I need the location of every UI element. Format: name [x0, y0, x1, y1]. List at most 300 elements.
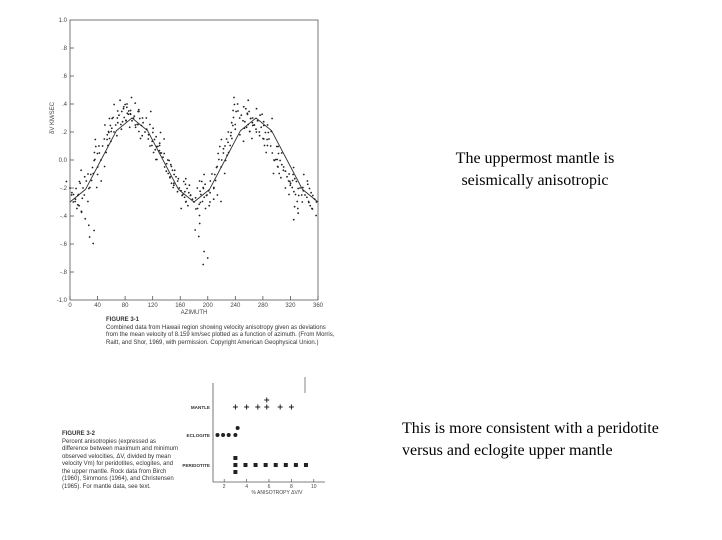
observations-point	[172, 169, 174, 171]
observations-point	[211, 173, 213, 175]
figure-3-2-caption	[62, 431, 178, 491]
scatter-cloud-point	[199, 215, 201, 217]
observations-point	[90, 174, 92, 176]
scatter-cloud-point	[285, 187, 287, 189]
observations-point	[293, 191, 295, 193]
observations-point	[155, 136, 157, 138]
outliers-point	[297, 212, 299, 214]
outliers-point	[199, 223, 201, 225]
scatter-cloud-point	[160, 152, 162, 154]
scatter-cloud-point	[129, 126, 131, 128]
outliers-point	[89, 236, 91, 238]
observations-point	[310, 192, 312, 194]
observations-point	[234, 104, 236, 106]
figure-3-1-label: FIGURE 3-1	[106, 317, 140, 323]
observations-point	[94, 159, 96, 161]
conclusion-line-2: versus and eclogite upper mantle	[402, 442, 613, 459]
observations-point	[151, 145, 153, 147]
scatter-cloud-point	[292, 180, 294, 182]
observations-point	[149, 145, 151, 147]
observations-point	[126, 106, 128, 108]
observations-point	[146, 128, 148, 130]
observations-point	[231, 138, 233, 140]
y-tick-label: .6	[61, 74, 67, 80]
scatter-cloud-point	[110, 140, 112, 142]
scatter-cloud-point	[155, 159, 157, 161]
scatter-cloud-point	[199, 180, 201, 182]
observations-point	[166, 163, 168, 165]
scatter-cloud-point	[259, 114, 261, 116]
outliers-point	[88, 224, 90, 226]
x-tick-label: 0	[68, 303, 72, 309]
category-label-mantle: MANTLE	[190, 405, 210, 410]
scatter-cloud-point	[185, 201, 187, 203]
observations-point	[237, 110, 239, 112]
observations-point	[278, 153, 280, 155]
scatter-cloud-point	[160, 132, 162, 134]
observations-point	[92, 167, 94, 169]
x-tick-label: 120	[147, 303, 158, 309]
observations-point	[80, 169, 82, 171]
observations-point	[172, 187, 174, 189]
scatter-cloud-point	[303, 174, 305, 176]
observations-point	[265, 132, 267, 134]
scatter-cloud-point	[277, 166, 279, 168]
outliers-point	[81, 211, 83, 213]
scatter-cloud-point	[169, 176, 171, 178]
observations-point	[296, 181, 298, 183]
scatter-cloud-point	[117, 122, 119, 124]
scatter-cloud-point	[267, 132, 269, 134]
scatter-cloud-point	[173, 182, 175, 184]
observations-point	[258, 131, 260, 133]
scatter-cloud-point	[209, 192, 211, 194]
scatter-cloud-point	[130, 113, 132, 115]
observations-point	[85, 180, 87, 182]
scatter-cloud-point	[301, 201, 303, 203]
x-tick-label: 40	[94, 303, 101, 309]
scatter-cloud-point	[81, 197, 83, 199]
outliers-point	[92, 243, 94, 245]
scatter-cloud-point	[184, 191, 186, 193]
observations-point	[197, 208, 199, 210]
observations-point	[200, 194, 202, 196]
observations-point	[79, 182, 81, 184]
observations-point	[128, 110, 130, 112]
scatter-cloud-point	[163, 138, 165, 140]
observations-point	[135, 126, 137, 128]
observations-point	[147, 138, 149, 140]
peridotite-marker	[233, 470, 237, 474]
scatter-cloud-point	[226, 154, 228, 156]
observations-point	[103, 138, 105, 140]
observations-point	[247, 124, 249, 126]
peridotite-marker	[294, 463, 298, 467]
scatter-cloud-point	[97, 174, 99, 176]
scatter-cloud-point	[104, 124, 106, 126]
observations-point	[122, 121, 124, 123]
outliers-point	[84, 218, 86, 220]
scatter-cloud-point	[116, 135, 118, 137]
mantle-marker	[264, 398, 269, 403]
y-tick-label: 0.0	[58, 158, 67, 164]
y-tick-label: -.6	[59, 242, 67, 248]
observations-point	[224, 145, 226, 147]
x-tick-label: 160	[175, 303, 186, 309]
observations-point	[84, 176, 86, 178]
scatter-cloud-point	[126, 112, 128, 114]
observations-point	[170, 164, 172, 166]
observations-point	[118, 114, 120, 116]
scatter-cloud-point	[237, 103, 239, 105]
observations-point	[255, 128, 257, 130]
x-tick-label: 320	[285, 303, 296, 309]
scatter-cloud-point	[167, 159, 169, 161]
peridotite-marker	[284, 463, 288, 467]
scatter-cloud-point	[202, 187, 204, 189]
scatter-cloud-point	[297, 208, 299, 210]
observations-point	[296, 201, 298, 203]
observations-point	[264, 145, 266, 147]
observations-point	[97, 166, 99, 168]
observations-point	[105, 152, 107, 154]
observations-point	[95, 146, 97, 148]
scatter-cloud-point	[315, 215, 317, 217]
observations-point	[201, 181, 203, 183]
peridotite-marker	[274, 463, 278, 467]
scatter-cloud-point	[119, 99, 121, 101]
observations-point	[133, 117, 135, 119]
observations-point	[259, 135, 261, 137]
scatter-cloud-point	[249, 131, 251, 133]
observations-point	[71, 194, 73, 196]
observations-point	[69, 187, 71, 189]
scatter-cloud-point	[200, 202, 202, 204]
observations-point	[223, 152, 225, 154]
observations-point	[152, 132, 154, 134]
x-tick-label: 8	[290, 484, 293, 490]
scatter-cloud-point	[246, 112, 248, 114]
scatter-cloud-point	[87, 201, 89, 203]
scatter-cloud-point	[225, 160, 227, 162]
scatter-cloud-point	[220, 201, 222, 203]
y-tick-label: -.2	[59, 186, 67, 192]
figure-3-2-text: Percent anisotropies (expressed as difference between maximum and minimum observed velocities, ΔV, divided by mean velocity Vm) for peridotites, eclogites, and the upper mantle. Rock data from Birch (1960), Simmons (1964), and Christensen (1965). For mantle data, see text.	[62, 438, 178, 490]
peridotite-marker	[254, 463, 258, 467]
scatter-cloud-point	[243, 140, 245, 142]
eclogite-marker	[221, 433, 225, 437]
observations-point	[271, 152, 273, 154]
mantle-marker	[255, 405, 260, 410]
observations-point	[138, 131, 140, 133]
observations-point	[286, 176, 288, 178]
observations-point	[87, 173, 89, 175]
observations-point	[134, 124, 136, 126]
observations-point	[263, 125, 265, 127]
scatter-cloud-point	[71, 192, 73, 194]
scatter-cloud-point	[88, 188, 90, 190]
observations-point	[221, 139, 223, 141]
scatter-cloud-point	[109, 118, 111, 120]
observations-point	[113, 131, 115, 133]
outliers-point	[93, 230, 95, 232]
scatter-cloud-point	[247, 99, 249, 101]
observations-point	[198, 203, 200, 205]
scatter-cloud-point	[189, 184, 191, 186]
scatter-cloud-point	[123, 106, 125, 108]
scatter-cloud-point	[252, 125, 254, 127]
x-tick-label: 240	[230, 303, 241, 309]
observations-point	[295, 194, 297, 196]
scatter-cloud-point	[181, 195, 183, 197]
rock-anisotropy-chart	[180, 375, 340, 500]
observations-point	[66, 181, 68, 183]
observations-point	[306, 196, 308, 198]
observations-point	[184, 196, 186, 198]
scatter-cloud-point	[177, 191, 179, 193]
observations-point	[196, 187, 198, 189]
scatter-cloud-point	[142, 117, 144, 119]
observations-point	[190, 195, 192, 197]
mantle-marker	[289, 405, 294, 410]
scatter-cloud-point	[149, 124, 151, 126]
mantle-marker	[244, 405, 249, 410]
eclogite-marker	[215, 433, 219, 437]
scatter-cloud-point	[156, 146, 158, 148]
figure-3-1-caption	[106, 317, 336, 347]
scatter-cloud-point	[208, 205, 210, 207]
observations-point	[245, 108, 247, 110]
observations-point	[180, 190, 182, 192]
scatter-cloud-point	[267, 145, 269, 147]
scatter-cloud-point	[293, 167, 295, 169]
observations-point	[141, 125, 143, 127]
observations-point	[100, 159, 102, 161]
observations-point	[227, 131, 229, 133]
observations-point	[187, 205, 189, 207]
conclusion-line-1: This is more consistent with a peridotite	[402, 420, 659, 437]
observations-point	[297, 188, 299, 190]
observations-point	[257, 120, 259, 122]
scatter-cloud-point	[289, 181, 291, 183]
observations-point	[242, 120, 244, 122]
scatter-cloud-point	[130, 110, 132, 112]
observations-point	[228, 152, 230, 154]
figure-3-2-label: FIGURE 3-2	[62, 431, 96, 437]
scatter-cloud-point	[206, 195, 208, 197]
observations-point	[76, 208, 78, 210]
mantle-marker	[264, 405, 269, 410]
observations-point	[104, 166, 106, 168]
observations-point	[233, 117, 235, 119]
observations-point	[312, 195, 314, 197]
y-tick-label: .4	[61, 102, 67, 108]
scatter-cloud-point	[267, 124, 269, 126]
scatter-cloud-point	[233, 97, 235, 99]
observations-point	[214, 174, 216, 176]
observations-point	[140, 138, 142, 140]
observations-point	[248, 111, 250, 113]
peridotite-statement	[402, 418, 722, 462]
observations-point	[123, 108, 125, 110]
observations-point	[221, 159, 223, 161]
observations-point	[216, 166, 218, 168]
observations-point	[235, 111, 237, 113]
azimuth-anisotropy-chart	[40, 10, 340, 316]
category-label-eclogite: ECLOGITE	[186, 433, 210, 438]
observations-point	[171, 182, 173, 184]
x-axis-label: AZIMUTH	[180, 310, 208, 316]
observations-point	[314, 198, 316, 200]
observations-point	[192, 198, 194, 200]
outliers-point	[207, 257, 209, 259]
observations-point	[199, 190, 201, 192]
peridotite-marker	[233, 456, 237, 460]
observations-point	[204, 183, 206, 185]
y-top-label: 1.0	[58, 18, 67, 24]
outliers-point	[293, 219, 295, 221]
scatter-cloud-point	[195, 208, 197, 210]
scatter-cloud-point	[312, 208, 314, 210]
observations-point	[252, 122, 254, 124]
observations-point	[153, 152, 155, 154]
mantle-marker	[278, 405, 283, 410]
observations-point	[232, 125, 234, 127]
observations-point	[290, 182, 292, 184]
observations-point	[123, 117, 125, 119]
scatter-cloud-point	[134, 102, 136, 104]
peridotite-marker	[243, 463, 247, 467]
scatter-cloud-point	[111, 127, 113, 129]
scatter-cloud-point	[145, 117, 147, 119]
observations-point	[110, 131, 112, 133]
scatter-cloud-point	[256, 108, 258, 110]
observations-point	[246, 126, 248, 128]
observations-point	[217, 153, 219, 155]
x-tick-label: 80	[121, 303, 129, 309]
scatter-cloud-point	[108, 131, 110, 133]
observations-point	[301, 194, 303, 196]
scatter-cloud-point	[308, 202, 310, 204]
scatter-cloud-point	[256, 131, 258, 133]
observations-point	[195, 197, 197, 199]
observations-point	[141, 135, 143, 137]
scatter-cloud-point	[244, 127, 246, 129]
scatter-cloud-point	[159, 145, 161, 147]
scatter-cloud-point	[307, 180, 309, 182]
observations-point	[299, 187, 301, 189]
scatter-cloud-point	[185, 178, 187, 180]
scatter-cloud-point	[96, 187, 98, 189]
y-tick-label: -.8	[59, 270, 67, 276]
observations-point	[261, 113, 263, 115]
observations-point	[230, 132, 232, 134]
observations-point	[185, 183, 187, 185]
scatter-cloud-point	[150, 111, 152, 113]
scatter-cloud-point	[243, 106, 245, 108]
scatter-cloud-point	[234, 128, 236, 130]
observations-point	[144, 131, 146, 133]
observations-point	[208, 190, 210, 192]
x-axis-label: % ANISOTROPY ΔV/V	[251, 490, 303, 496]
scatter-cloud-point	[288, 194, 290, 196]
observations-point	[309, 205, 311, 207]
observations-point	[289, 184, 291, 186]
observations-point	[265, 152, 267, 154]
observations-point	[74, 201, 76, 203]
observations-point	[292, 174, 294, 176]
scatter-cloud-point	[152, 127, 154, 129]
x-tick-label: 4	[245, 484, 248, 490]
y-bottom-label: -1.0	[56, 298, 67, 304]
scatter-cloud-point	[98, 145, 100, 147]
observations-point	[240, 114, 242, 116]
observations-point	[229, 145, 231, 147]
scatter-cloud-point	[209, 201, 211, 203]
observations-point	[159, 142, 161, 144]
observations-point	[193, 201, 195, 203]
x-tick-label: 200	[202, 303, 213, 309]
observations-point	[279, 160, 281, 162]
scatter-cloud-point	[131, 97, 133, 99]
observations-point	[109, 138, 111, 140]
scatter-cloud-point	[250, 118, 252, 120]
scatter-cloud-point	[178, 178, 180, 180]
x-tick-label: 10	[311, 484, 317, 490]
observations-point	[139, 118, 141, 120]
scatter-cloud-point	[148, 134, 150, 136]
observations-point	[165, 170, 167, 172]
observations-point	[278, 173, 280, 175]
observations-point	[309, 188, 311, 190]
scatter-cloud-point	[203, 174, 205, 176]
observations-point	[102, 145, 104, 147]
observations-point	[72, 201, 74, 203]
observations-point	[294, 178, 296, 180]
scatter-cloud-point	[277, 146, 279, 148]
observations-point	[164, 166, 166, 168]
figure-3-1-text: Combined data from Hawaii region showing velocity anisotropy given as deviations from the mean velocity of 8.159 km/sec plotted as a function of azimuth. (From Morris, Raitt, and Shor, 1969, with permission. Copyright American Geophysical Union.)	[106, 324, 335, 346]
scatter-cloud-point	[83, 194, 85, 196]
scatter-cloud-point	[232, 110, 234, 112]
y-tick-label: .8	[61, 46, 67, 52]
observations-point	[154, 139, 156, 141]
scatter-cloud-point	[263, 121, 265, 123]
scatter-cloud-point	[239, 134, 241, 136]
scatter-cloud-point	[271, 118, 273, 120]
scatter-cloud-point	[217, 194, 219, 196]
anisotropy-statement	[420, 148, 650, 192]
eclogite-marker	[236, 426, 240, 430]
statement-line-1: The uppermost mantle is	[455, 150, 615, 167]
scatter-cloud-point	[251, 138, 253, 140]
scatter-cloud-point	[281, 152, 283, 154]
observations-point	[215, 180, 217, 182]
observations-point	[120, 124, 122, 126]
observations-point	[202, 201, 204, 203]
scatter-cloud-point	[205, 208, 207, 210]
observations-point	[99, 152, 101, 154]
observations-point	[186, 188, 188, 190]
scatter-cloud-point	[223, 148, 225, 150]
observations-point	[283, 166, 285, 168]
scatter-cloud-point	[213, 188, 215, 190]
observations-point	[173, 174, 175, 176]
scatter-cloud-point	[138, 109, 140, 111]
scatter-cloud-point	[171, 166, 173, 168]
scatter-cloud-point	[94, 152, 96, 154]
peridotite-marker	[233, 463, 237, 467]
